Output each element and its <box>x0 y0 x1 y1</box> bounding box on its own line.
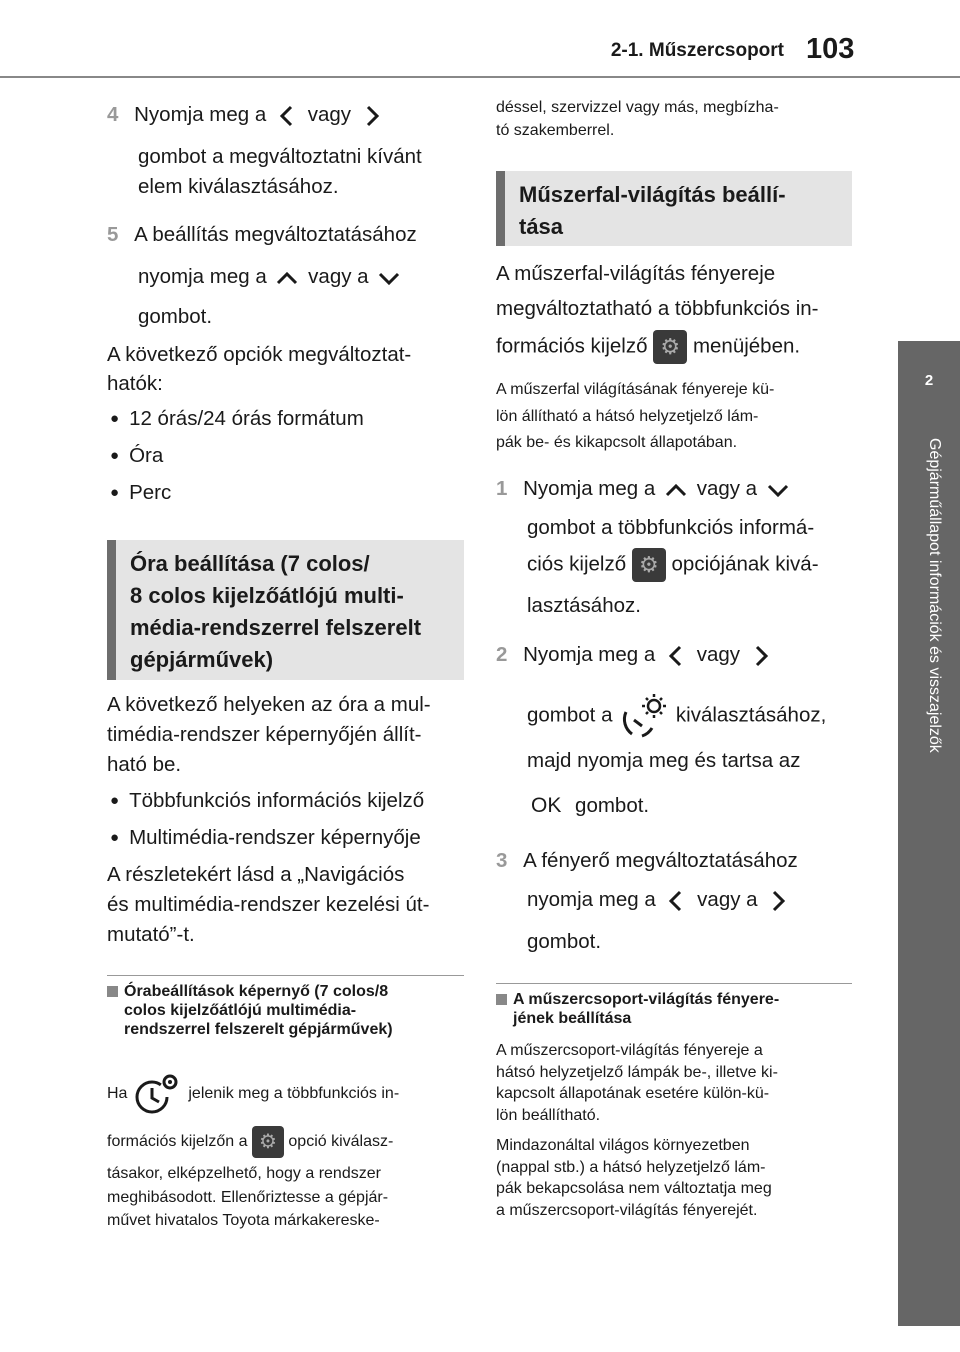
header-rule <box>0 76 960 78</box>
step-4 <box>107 100 387 131</box>
chapter-tab-number: 2 <box>898 341 960 421</box>
para-line: (nappal stb.) a hátsó helyzetjelző lám- <box>496 1158 766 1176</box>
note-text: Ha <box>107 1085 128 1103</box>
note-line2 <box>107 1126 393 1158</box>
continuation-line2: tó szakemberrel. <box>496 122 615 139</box>
step-text: ciós kijelző <box>527 552 627 576</box>
gear-icon: ⚙ <box>632 548 666 582</box>
chevron-up-icon <box>661 478 691 502</box>
list-item: ● Perc <box>110 478 171 508</box>
note-text: formációs kijelzőn a <box>107 1133 248 1151</box>
note-line1: A műszerfal világításának fényereje kü- <box>496 381 775 398</box>
step-text: vagy a <box>308 265 369 288</box>
options-intro-line1: A következő opciók megváltoztat- <box>107 343 412 366</box>
step-number: 5 <box>107 223 119 246</box>
step-3-line2 <box>527 885 793 916</box>
step-text: Nyomja meg a <box>523 477 656 500</box>
subheading-illumination-brightness <box>496 983 852 1028</box>
places-line3: ható be. <box>107 753 182 776</box>
step-text: nyomja meg a <box>138 265 267 288</box>
para-1 <box>496 1040 778 1126</box>
step-text: Nyomja meg a <box>523 643 656 666</box>
step-5 <box>107 220 417 250</box>
continuation-line1: déssel, szervizzel vagy más, megbízha- <box>496 99 779 116</box>
step-text: Nyomja meg a <box>134 103 267 126</box>
chevron-down-icon <box>374 266 404 290</box>
places-line2: timédia-rendszer képernyőjén állít- <box>107 723 422 746</box>
note-text: opció kiválasz- <box>288 1133 394 1151</box>
step-1-line2: gombot a többfunkciós informá- <box>527 516 815 539</box>
step-number: 4 <box>107 103 119 126</box>
step-text: gombot. <box>575 794 650 817</box>
step-2-line3: majd nyomja meg és tartsa az <box>527 749 801 772</box>
page-number: 103 <box>806 33 855 65</box>
note-line4: meghibásodott. Ellenőriztesse a gépjár- <box>107 1189 389 1206</box>
step-4-line3: elem kiválasztásához. <box>138 175 339 198</box>
list-item: ● Többfunkciós információs kijelző <box>110 786 424 816</box>
gauge-light-icon <box>618 690 670 742</box>
chevron-left-icon <box>272 101 302 131</box>
gear-icon: ⚙ <box>653 330 687 364</box>
heading-line: gépjárművek) <box>130 646 274 672</box>
chevron-right-icon <box>746 641 776 671</box>
step-text: A fényerő megváltoztatásához <box>523 849 798 872</box>
ref-line1: A részletekért lásd a „Navigációs <box>107 863 405 886</box>
heading-line: 8 colos kijelzőátlójú multi- <box>130 582 404 608</box>
step-3 <box>496 846 798 876</box>
subheading-line: colos kijelzőátlójú multimédia- <box>124 1002 357 1020</box>
para-2 <box>496 1135 772 1221</box>
heading-line: média-rendszerrel felszerelt <box>130 614 422 640</box>
para-line: Mindazonáltal világos környezetben <box>496 1137 750 1154</box>
subheading-line: rendszerrel felszerelt gépjárművek) <box>124 1021 393 1039</box>
step-text: vagy <box>696 643 740 666</box>
para-line: A műszercsoport-világítás fényereje a <box>496 1042 763 1059</box>
step-2-line4 <box>531 791 649 821</box>
note-line3: tásakor, elképzelhető, hogy a rendszer <box>107 1165 381 1182</box>
para-line: pák bekapcsolása nem változtatja meg <box>496 1180 772 1198</box>
step-5-line2 <box>138 262 404 292</box>
step-1-line4: lasztásához. <box>527 594 641 617</box>
chevron-right-icon <box>763 886 793 916</box>
header-section-title: 2-1. Műszercsoport <box>610 40 784 61</box>
para-line: kapcsolt állapotának esetére külön-kü- <box>496 1085 770 1103</box>
step-text: kiválasztásához, <box>675 703 827 727</box>
para-line: hátsó helyzetjelző lámpák be-, illetve ki- <box>496 1063 778 1081</box>
step-2-line2 <box>527 690 826 742</box>
clock-gear-icon <box>132 1072 184 1116</box>
step-5-line3: gombot. <box>138 305 213 328</box>
section-heading-illumination <box>496 171 852 246</box>
chevron-down-icon <box>763 478 793 502</box>
chevron-right-icon <box>357 101 387 131</box>
step-number: 1 <box>496 477 508 500</box>
note-line1 <box>107 1072 399 1116</box>
ref-line2: és multimédia-rendszer kezelési út- <box>107 893 430 916</box>
step-number: 2 <box>496 643 508 666</box>
step-text: A beállítás megváltoztatásához <box>134 223 417 246</box>
list-item: ● Multimédia-rendszer képernyője <box>110 823 421 853</box>
para-line: lön beállítható. <box>496 1106 601 1124</box>
subheading-line: Órabeállítások képernyő (7 colos/8 <box>124 983 389 1000</box>
step-1-line3 <box>527 548 819 582</box>
step-number: 3 <box>496 849 508 872</box>
intro-text: formációs kijelző <box>496 334 648 358</box>
chevron-up-icon <box>272 266 302 290</box>
note-text: jelenik meg a többfunkciós in- <box>188 1085 400 1103</box>
note-line3: pák be- és kikapcsolt állapotában. <box>496 434 738 451</box>
ok-button-label: OK <box>531 794 562 817</box>
step-text: gombot a <box>527 703 613 727</box>
note-line5: művet hivatalos Toyota márkakereske- <box>107 1212 380 1229</box>
heading-line: Műszerfal-világítás beállí- <box>519 182 786 207</box>
bullet-square-icon <box>496 994 507 1005</box>
heading-line: Óra beállítása (7 colos/ <box>130 551 370 576</box>
bullet-square-icon <box>107 986 118 997</box>
step-text: vagy a <box>696 477 758 500</box>
places-line1: A következő helyeken az óra a mul- <box>107 693 431 716</box>
options-intro-line2: hatók: <box>107 372 163 395</box>
step-4-line2: gombot a megváltoztatni kívánt <box>138 145 422 168</box>
chapter-tab-label: Gépjárműállapot információk és visszajelzők <box>926 438 943 753</box>
list-item: ● 12 órás/24 órás formátum <box>110 404 364 434</box>
intro-line2: megváltoztatható a többfunkciós in- <box>496 297 819 320</box>
intro-line1: A műszerfal-világítás fényereje <box>496 262 776 285</box>
step-3-line3: gombot. <box>527 930 602 953</box>
heading-line: tása <box>519 213 564 239</box>
ref-line3: mutató”-t. <box>107 923 195 946</box>
step-2 <box>496 640 776 671</box>
intro-text: menüjében. <box>692 334 801 358</box>
intro-line3 <box>496 330 800 364</box>
subheading-clock-screen <box>107 975 464 1040</box>
section-heading-clock <box>107 540 464 680</box>
step-text: vagy <box>307 103 351 126</box>
subheading-line: jének beállítása <box>513 1010 632 1028</box>
chevron-left-icon <box>661 641 691 671</box>
step-text: vagy a <box>697 888 758 911</box>
gear-icon: ⚙ <box>252 1126 284 1158</box>
step-1 <box>496 474 793 504</box>
step-text: nyomja meg a <box>527 888 656 911</box>
para-line: a műszercsoport-világítás fényerejét. <box>496 1201 758 1219</box>
chevron-left-icon <box>661 886 691 916</box>
step-text: opciójának kivá- <box>671 552 819 576</box>
note-line2: lön állítható a hátsó helyzetjelző lám- <box>496 408 759 425</box>
subheading-line: A műszercsoport-világítás fényere- <box>513 991 780 1008</box>
list-item: ● Óra <box>110 441 163 471</box>
